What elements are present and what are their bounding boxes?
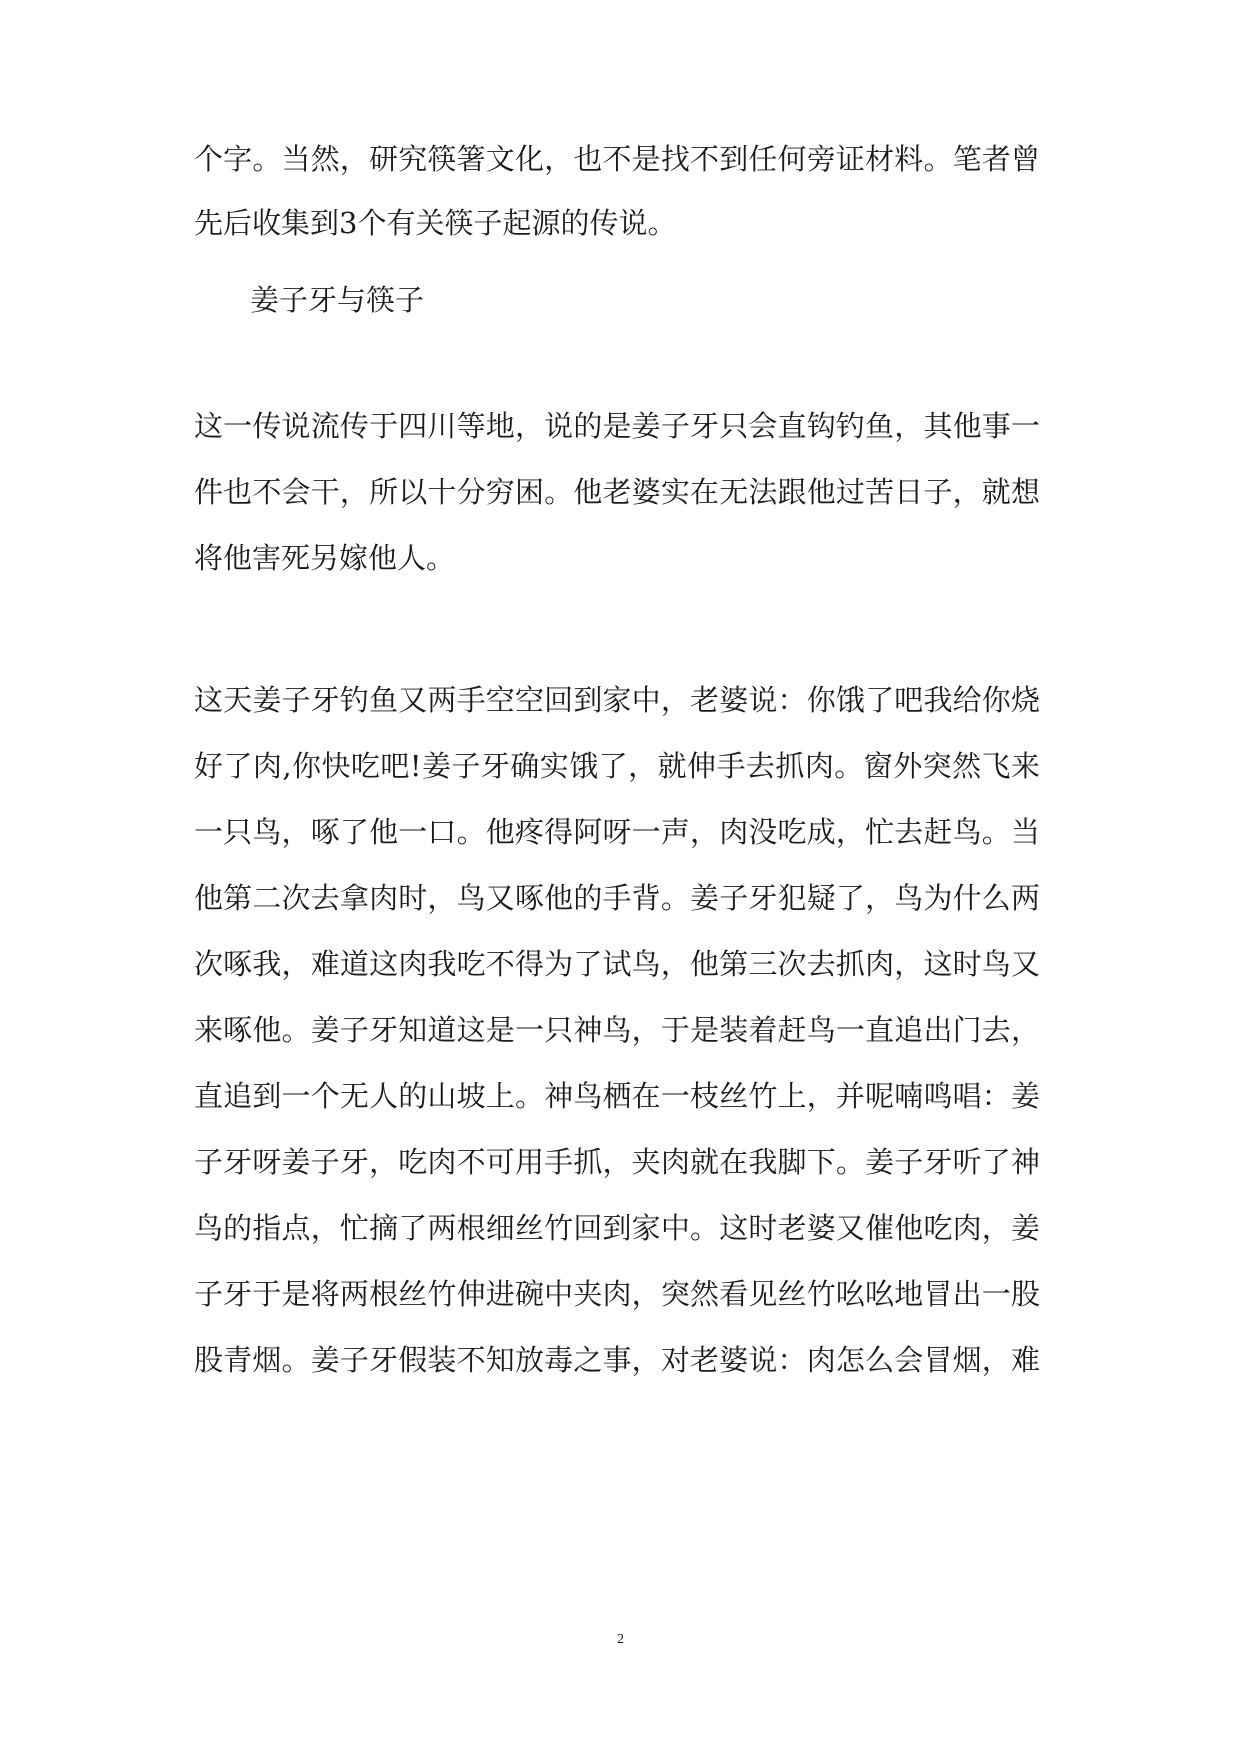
body-text-line: 件也不会干，所以十分穷困。他老婆实在无法跟他过苦日子，就想 <box>194 475 1040 509</box>
body-text-line: 这天姜子牙钓鱼又两手空空回到家中，老婆说：你饿了吧我给你烧 <box>194 683 1040 717</box>
body-text-line: 直追到一个无人的山坡上。神鸟栖在一枝丝竹上，并呢喃鸣唱：姜 <box>194 1079 1040 1113</box>
page-number: 2 <box>617 1632 624 1647</box>
body-text-line: 子牙呀姜子牙，吃肉不可用手抓，夹肉就在我脚下。姜子牙听了神 <box>194 1145 1040 1179</box>
body-text-line: 将他害死另嫁他人。 <box>194 541 456 575</box>
body-text-line: 子牙于是将两根丝竹伸进碗中夹肉，突然看见丝竹吆吆地冒出一股 <box>194 1277 1040 1311</box>
body-text-line: 股青烟。姜子牙假装不知放毒之事，对老婆说：肉怎么会冒烟，难 <box>194 1343 1040 1377</box>
section-heading: 姜子牙与筷子 <box>250 283 425 317</box>
body-text-line: 他第二次去拿肉时，鸟又啄他的手背。姜子牙犯疑了，鸟为什么两 <box>194 881 1040 915</box>
body-text-line: 个字。当然，研究筷箸文化，也不是找不到任何旁证材料。笔者曾 <box>194 142 1040 176</box>
body-text-line: 先后收集到3个有关筷子起源的传说。 <box>194 206 677 240</box>
body-text-line: 一只鸟，啄了他一口。他疼得阿呀一声，肉没吃成，忙去赶鸟。当 <box>194 815 1040 849</box>
body-text-line: 好了肉,你快吃吧!姜子牙确实饿了，就伸手去抓肉。窗外突然飞来 <box>194 749 1040 783</box>
body-text-line: 次啄我，难道这肉我吃不得为了试鸟，他第三次去抓肉，这时鸟又 <box>194 947 1040 981</box>
body-text-line: 这一传说流传于四川等地，说的是姜子牙只会直钩钓鱼，其他事一 <box>194 409 1040 443</box>
body-text-line: 来啄他。姜子牙知道这是一只神鸟，于是装着赶鸟一直追出门去， <box>194 1013 1040 1047</box>
body-text-line: 鸟的指点，忙摘了两根细丝竹回到家中。这时老婆又催他吃肉，姜 <box>194 1211 1040 1245</box>
